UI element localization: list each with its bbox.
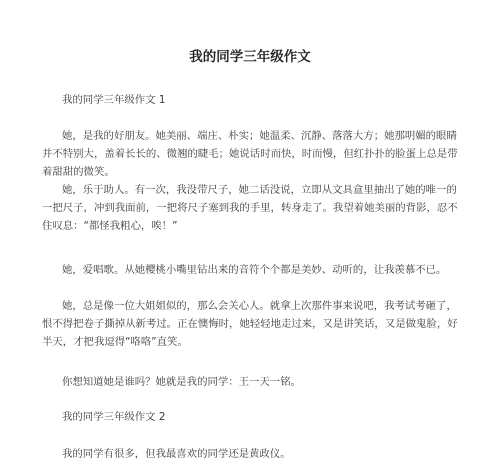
section-heading-1: 我的同学三年级作文 1 — [62, 94, 166, 106]
paragraph-friend: 她，是我的好朋友。她美丽、端庄、朴实；她温柔、沉静、落落大方；她那明媚的眼睛并不特别大，盖着长长的、微翘的睫毛；她说话时而快，时而慢，但红扑扑的脸蛋上总是带着甜甜的微笑。 — [42, 130, 458, 178]
paragraph-classmates: 我的同学有很多，但我最喜欢的同学还是黄政仪。 — [62, 448, 291, 460]
paragraph-who: 你想知道她是谁吗？她就是我的同学：王一天一铭。 — [62, 376, 301, 388]
paragraph-helpful: 她，乐于助人。有一次，我没带尺子，她二话没说，立即从文具盒里抽出了她的唯一的一把尺子，冲到我面前，一把将尺子塞到我的手里，转身走了。我望着她美丽的背影，忍不住叹息：“都怪我粗心，唉！” — [42, 184, 458, 232]
paragraph-caring: 她，总是像一位大姐姐似的，那么会关心人。就拿上次那件事来说吧，我考试考砸了，恨不得把卷子撕掉从新考过。正在懊悔时，她轻轻地走过来，又是讲笑话，又是做鬼脸，好半天，才把我逗得“咯咯”直笑。 — [42, 300, 458, 348]
paragraph-singing: 她，爱唱歌。从她樱桃小嘴里钻出来的音符个个都是美妙、动听的，让我羡慕不已。 — [62, 264, 447, 276]
document-title: 我的同学三年级作文 — [189, 49, 311, 65]
section-heading-2: 我的同学三年级作文 2 — [62, 411, 166, 423]
